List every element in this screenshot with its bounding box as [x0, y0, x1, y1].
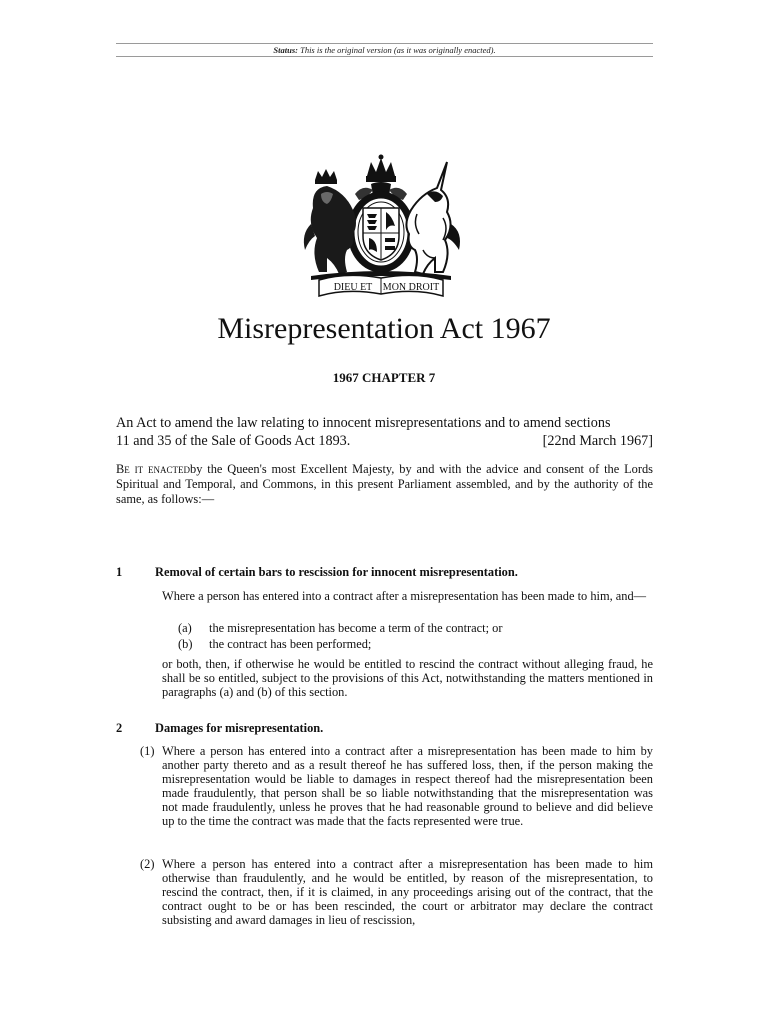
subsection-text: Where a person has entered into a contract after a misrepresentation has been made to him by another party thereto and as a result thereof he has suffered loss, then, if the person making the misrepresentation would be liable to damages in respect thereof had the misrepresentation been made fraudulently, that person shall be so liable notwithstanding that the misrepresentation was not made fraudulently, unless he proves that he had reasonable ground to believe and did believe up to the time the contract was made that the facts represented were true.	[162, 744, 653, 829]
assent-date: [22nd March 1967]	[542, 433, 653, 449]
subsection-label: (1)	[140, 744, 155, 758]
enacting-lead: Be it enacted	[116, 462, 190, 476]
status-bar	[116, 43, 653, 57]
section-heading	[116, 565, 518, 580]
long-title-line2: 11 and 35 of the Sale of Goods Act 1893.	[116, 433, 351, 449]
enacting-text: by the Queen's most Excellent Majesty, by and with the advice and consent of the Lords Spiritual and Temporal, and Commons, in this present Parliament assembled, and by the authority of the same, as follows:—	[116, 462, 653, 506]
subsection	[140, 744, 653, 829]
status-label: Status:	[273, 45, 298, 55]
subsection-text: Where a person has entered into a contract after a misrepresentation has been made to him otherwise than fraudulently, and he would be entitled, by reason of the misrepresentation, to rescind the contract, then, if it is claimed, in any proceedings arising out of the contract, that the contract ought to be or has been rescinded, the court or arbitrator may declare the contract subsisting and award damages in lieu of rescission,	[162, 857, 653, 928]
section-intro: Where a person has entered into a contract after a misrepresentation has been made to him, and—	[162, 589, 647, 603]
act-title: Misrepresentation Act 1967	[217, 312, 551, 345]
section-closing: or both, then, if otherwise he would be entitled to rescind the contract without alleging fraud, he shall be so entitled, subject to the provisions of this Act, notwithstanding the matters mentioned in paragraphs (a) and (b) of this section.	[162, 657, 653, 699]
subsection-label: (2)	[140, 857, 155, 871]
status-text: This is the original version (as it was originally enacted).	[300, 45, 496, 55]
motto-left: DIEU ET	[333, 282, 373, 293]
motto-right: MON DROIT	[382, 282, 440, 293]
item-label: (a)	[178, 621, 192, 635]
section-number: 2	[116, 721, 123, 735]
subsection	[140, 857, 653, 927]
list-item	[178, 621, 502, 635]
item-text: the contract has been performed;	[209, 637, 372, 651]
list-item	[178, 637, 371, 651]
section-title: Damages for misrepresentation.	[155, 721, 324, 735]
section-title: Removal of certain bars to rescission for innocent misrepresentation.	[155, 565, 518, 579]
royal-coat-of-arms-icon	[297, 154, 465, 300]
enacting-formula	[116, 462, 653, 507]
long-title-line1: An Act to amend the law relating to innocent misrepresentations and to amend sections	[116, 415, 611, 431]
chapter-number: 1967 CHAPTER 7	[332, 370, 436, 385]
item-text: the misrepresentation has become a term of the contract; or	[209, 621, 503, 635]
long-title	[116, 414, 653, 450]
section-heading	[116, 721, 323, 736]
item-label: (b)	[178, 637, 193, 651]
section-number: 1	[116, 565, 123, 579]
